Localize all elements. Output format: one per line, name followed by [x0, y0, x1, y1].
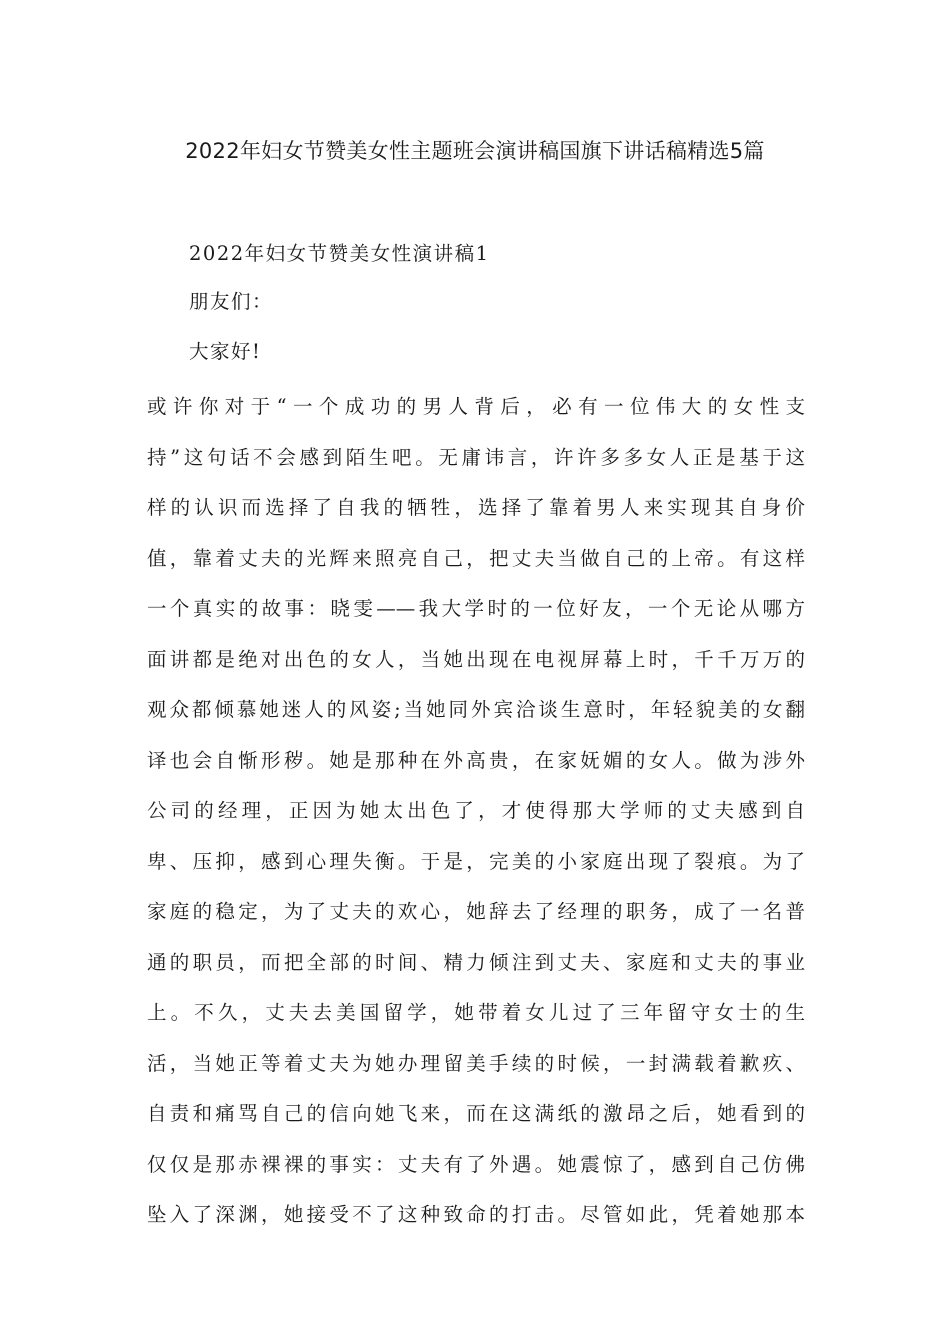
body-line: 自责和痛骂自己的信向她飞来，而在这满纸的激昂之后，她看到的: [147, 1102, 805, 1125]
body-line: 上。不久，丈夫去美国留学，她带着女儿过了三年留守女士的生: [147, 1001, 805, 1024]
body-line: 面讲都是绝对出色的女人，当她出现在电视屏幕上时，千千万万的: [147, 647, 805, 671]
body-line: 持”这句话不会感到陌生吧。无庸讳言，许许多多女人正是基于这: [147, 445, 805, 469]
body-line: 通的职员，而把全部的时间、精力倾注到丈夫、家庭和丈夫的事业: [147, 950, 805, 974]
body-line: 一个真实的故事：晓雯——我大学时的一位好友，一个无论从哪方: [147, 597, 805, 620]
body-line: 值，靠着丈夫的光辉来照亮自己，把丈夫当做自己的上帝。有这样: [147, 546, 805, 570]
greeting: 大家好!: [189, 340, 262, 363]
document-title: 2022年妇女节赞美女性主题班会演讲稿国旗下讲话稿精选5篇: [185, 139, 765, 163]
salutation: 朋友们：: [189, 290, 274, 313]
body-line: 或许你对于“一个成功的男人背后，必有一位伟大的女性支: [147, 395, 805, 418]
body-line: 观众都倾慕她迷人的风姿;当她同外宾洽谈生意时，年轻貌美的女翻: [147, 698, 805, 721]
body-line: 活，当她正等着丈夫为她办理留美手续的时候，一封满载着歉疚、: [147, 1051, 805, 1075]
body-line: 仅仅是那赤裸裸的事实：丈夫有了外遇。她震惊了，感到自己仿佛: [147, 1152, 805, 1176]
body-line: 译也会自惭形秽。她是那种在外高贵，在家妩媚的女人。做为涉外: [147, 748, 805, 772]
body-line: 公司的经理，正因为她太出色了，才使得那大学师的丈夫感到自: [147, 799, 805, 822]
body-line: 坠入了深渊，她接受不了这种致命的打击。尽管如此，凭着她那本: [147, 1203, 805, 1226]
body-line: 家庭的稳定，为了丈夫的欢心，她辞去了经理的职务，成了一名普: [147, 900, 805, 923]
body-line: 样的认识而选择了自我的牺牲，选择了靠着男人来实现其自身价: [147, 496, 805, 519]
speech-subtitle: 2022年妇女节赞美女性演讲稿1: [189, 242, 490, 265]
body-line: 卑、压抑，感到心理失衡。于是，完美的小家庭出现了裂痕。为了: [147, 849, 805, 873]
speech-body: [147, 382, 805, 1241]
